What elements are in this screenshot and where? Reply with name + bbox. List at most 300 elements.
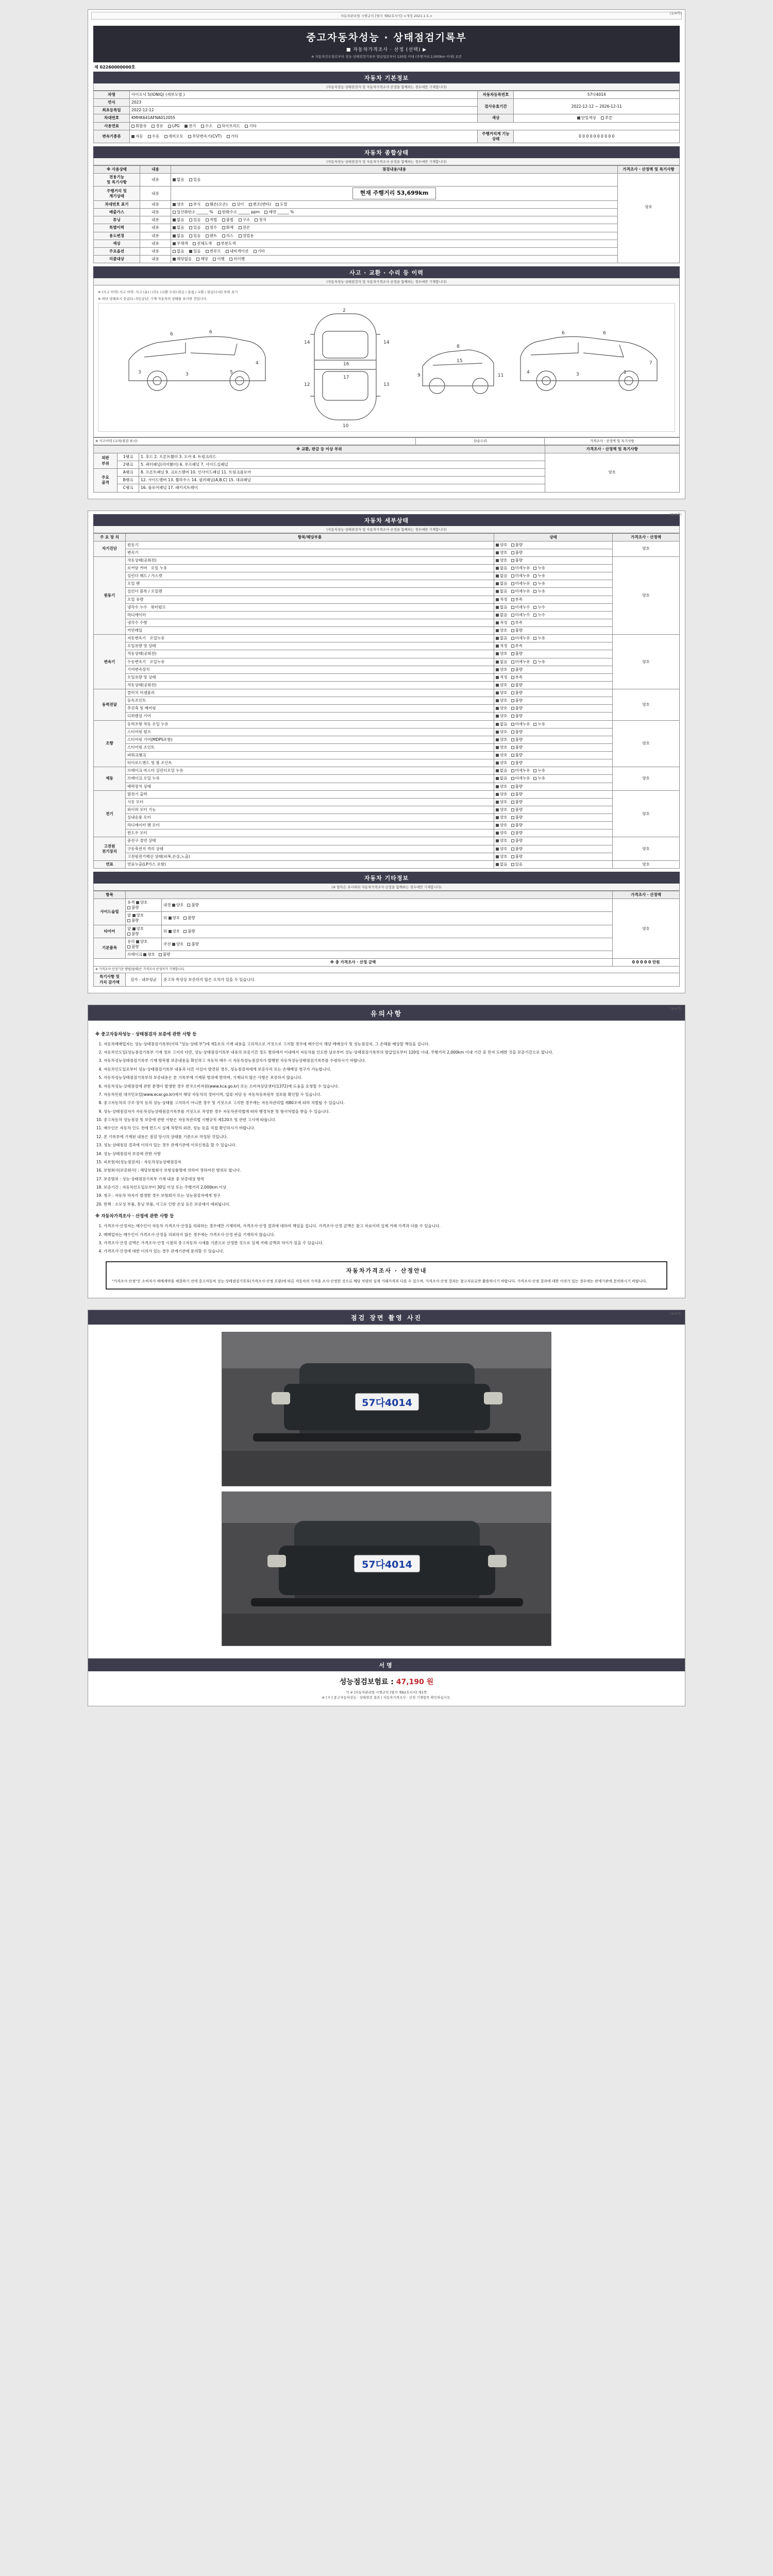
opt-good[interactable]: 양호: [496, 683, 508, 688]
opt-bad[interactable]: 불량: [511, 730, 523, 735]
etc-group-sideslip: 사이드슬립: [94, 899, 126, 925]
opt-vin-damaged[interactable]: 훼손(오손): [206, 202, 228, 207]
opt-bad[interactable]: 불량: [127, 905, 139, 910]
label-model: 차명: [94, 91, 130, 99]
fuel-option-lpg[interactable]: LPG: [168, 124, 180, 129]
opt-smoke[interactable]: 매연 ______ %: [264, 210, 294, 215]
opt-color-original[interactable]: 무채색: [173, 241, 188, 246]
svg-text:16: 16: [343, 362, 349, 367]
row-value-special: [171, 224, 618, 232]
state-window-motor: [494, 829, 613, 837]
opt-good[interactable]: 양호: [496, 667, 508, 672]
opt-good[interactable]: 양호: [496, 550, 508, 555]
opt-good[interactable]: 양호: [496, 800, 508, 805]
opt-good[interactable]: 양호: [169, 916, 180, 921]
opt-good[interactable]: 양호: [172, 903, 184, 908]
opt-special-total-loss[interactable]: 전손: [239, 225, 250, 230]
opt-none[interactable]: 없음: [496, 566, 508, 571]
value-inspection-period: 2022-12-12 ~ 2026-12-11: [514, 99, 680, 114]
opt-good[interactable]: 양호: [496, 628, 508, 633]
item-clutch: 클러치 어셈블리: [126, 689, 494, 697]
opt-bad[interactable]: 불량: [511, 854, 523, 859]
opt-special-none[interactable]: 없음: [173, 225, 184, 230]
opt-good[interactable]: 양호: [496, 854, 508, 859]
opt-none[interactable]: 없음: [173, 177, 184, 182]
etc-item-play: 유격 양호불량: [126, 899, 162, 912]
fuel-option-etc[interactable]: 기타: [245, 124, 257, 129]
row-label-emission: 배출가스: [94, 209, 140, 216]
opt-good[interactable]: 양호: [496, 714, 508, 719]
list-item: 11. 매수인은 자동차 인도 전에 반드시 실제 차량의 외관, 성능 등을 직접 확인하시기 바랍니다.: [104, 1125, 678, 1131]
opt-bad[interactable]: 불량: [511, 823, 523, 828]
table-row: [94, 713, 680, 720]
opt-good[interactable]: 양호: [496, 690, 508, 696]
opt-low[interactable]: 부족: [511, 620, 523, 625]
fuel-option-diesel[interactable]: 경유: [152, 124, 163, 129]
table-row: [94, 201, 680, 209]
opt-bad[interactable]: 불량: [511, 784, 523, 789]
valuation-etc: 양호: [613, 899, 680, 959]
opt-low[interactable]: 부족: [511, 643, 523, 649]
opt-yes[interactable]: 있음: [511, 862, 523, 867]
opt-good[interactable]: 양호: [496, 760, 508, 766]
svg-text:6: 6: [562, 331, 565, 336]
opt-proper[interactable]: 적정: [496, 597, 508, 602]
table-row: [94, 938, 680, 951]
opt-none[interactable]: 없음: [496, 862, 508, 867]
col-etc-valuation: 가격조사 · 산정액: [613, 891, 680, 899]
table-row: [94, 925, 680, 938]
row-label-accident-history: 전용기능 및 특기사항: [94, 174, 140, 187]
opt-recall-done[interactable]: 이행: [213, 257, 225, 262]
opt-proper[interactable]: 적정: [496, 643, 508, 649]
item-power-steering-leak: 동력조향 작동 오일 누유: [126, 720, 494, 728]
section-detail-subtitle: (자동차성능·상태점검자 및 자동차가격조사·산정을 함께하는 경우에만 기재합니다): [93, 526, 680, 533]
item-window-motor: 윈도우 모터: [126, 829, 494, 837]
opt-special-yes[interactable]: 있음: [189, 225, 201, 230]
opt-special-fire[interactable]: 화재: [222, 225, 234, 230]
opt-leak[interactable]: 누유: [533, 573, 545, 579]
opt-good[interactable]: 양호: [496, 838, 508, 843]
opt-good[interactable]: 양호: [496, 753, 508, 758]
valuation-electric: 양호: [613, 790, 680, 837]
list-item: 5. 자동차성능상태점검기록부의 보증내용은 본 기록부에 기재된 범위에 한하며, 기재되지 않은 사항은 보증하지 않습니다.: [104, 1075, 678, 1081]
trans-option-semiauto[interactable]: 세미오토: [164, 134, 183, 139]
opt-slight-leak[interactable]: 미세누유: [511, 659, 530, 665]
opt-vin-different[interactable]: 상이: [232, 202, 244, 207]
opt-options-navigation[interactable]: 내비게이션: [226, 249, 248, 254]
opt-options-sunroof[interactable]: 썬루프: [206, 249, 221, 254]
svg-text:15: 15: [457, 359, 463, 364]
opt-bad[interactable]: 불량: [511, 706, 523, 711]
item-at-idle: 작동상태(공회전): [126, 650, 494, 658]
section-basic-title: 자동차 기본정보: [93, 72, 680, 83]
opt-slight-leak[interactable]: 미세누유: [511, 573, 530, 579]
table-row: [94, 951, 680, 959]
fuel-option-electric[interactable]: 전기: [184, 124, 196, 129]
mileage-value: 현재 주행거리 53,699km: [352, 188, 436, 199]
notice-list-2: [95, 1223, 678, 1255]
row-label-recall: 리콜대상: [94, 255, 140, 263]
etc-group-basic-items: 기본품목: [94, 938, 126, 958]
opt-usage-lease[interactable]: 리스: [222, 233, 234, 239]
label-vin: 차대번호: [94, 114, 130, 122]
opt-good[interactable]: 양호: [496, 823, 508, 828]
svg-text:6: 6: [603, 331, 606, 336]
table-row: [94, 912, 680, 925]
opt-tuning-device[interactable]: 장치: [255, 217, 266, 223]
opt-options-etc[interactable]: 기타: [254, 249, 265, 254]
state-starter: [494, 798, 613, 806]
item-water-pump: 냉각수 누수 워터펌프: [126, 603, 494, 611]
sheet-4: [88, 1310, 685, 1706]
opt-leak[interactable]: 누유: [533, 776, 545, 781]
opt-low[interactable]: 부족: [511, 597, 523, 602]
opt-none[interactable]: 없음: [496, 722, 508, 727]
list-item: 8. 중고자동차의 구조·장치 등의 성능·상태를 고지하지 아니한 경우 및 거짓으로 고지한 경우에는 자동차관리법 제80조에 따라 처벌될 수 있습니다.: [104, 1100, 678, 1106]
opt-bad[interactable]: 불량: [511, 815, 523, 820]
opt-bad[interactable]: 불량: [187, 942, 199, 947]
opt-good[interactable]: 양호: [136, 939, 148, 944]
svg-text:3: 3: [138, 370, 141, 376]
table-row: [94, 673, 680, 681]
opt-good[interactable]: 양호: [496, 543, 508, 548]
opt-bad[interactable]: 불량: [511, 846, 523, 852]
opt-bad[interactable]: 불량: [511, 698, 523, 703]
svg-text:1: 1: [624, 370, 627, 376]
opt-none[interactable]: 없음: [496, 589, 508, 594]
item-at-leak: 자동변속기 오일누유: [126, 635, 494, 642]
item-fuel-leak: 연료누출(LP가스 포함): [126, 860, 494, 868]
opt-bad[interactable]: 불량: [511, 690, 523, 696]
parts-title: ※ 교환, 판금 등 이상 부위: [94, 445, 545, 453]
value-vin: KMHK641AFNA012055: [130, 114, 478, 122]
opt-vin-good[interactable]: 양호: [173, 202, 184, 207]
opt-slight-leak[interactable]: 미세누유: [511, 589, 530, 594]
value-first-registration: 2022-12-12: [130, 107, 478, 114]
opt-good[interactable]: 양호: [496, 807, 508, 812]
opt-bad[interactable]: 불량: [127, 931, 139, 937]
opt-proper[interactable]: 적정: [496, 620, 508, 625]
opt-bad[interactable]: 불량: [511, 628, 523, 633]
opt-bad[interactable]: 불량: [511, 800, 523, 805]
opt-usage-rent[interactable]: 렌트: [206, 233, 217, 239]
table-row: [94, 438, 680, 445]
list-item: 6. 자동차성능·상태점검에 관한 분쟁이 발생한 경우 한국소비자원(www.kca.go.kr) 또는 소비자상담센터(1372)에 도움을 요청할 수 있습니다.: [104, 1083, 678, 1090]
row-sub-vin: 내용: [140, 201, 171, 209]
color-option-two-tone[interactable]: 투톤: [601, 115, 613, 121]
table-row: [94, 973, 680, 986]
color-option-single[interactable]: 단일색상: [577, 115, 596, 121]
label-year: 연식: [94, 99, 130, 107]
parts-rank-table: [93, 445, 680, 493]
table-row: [94, 697, 680, 705]
opt-bad[interactable]: 불량: [127, 944, 139, 950]
item-radiator-fan: 라디에이터 팬 모터: [126, 822, 494, 829]
state-coolant-level: [494, 619, 613, 626]
item-oil-level: 오일 유량: [126, 596, 494, 603]
notice-heading-1: ※ 중고자동차성능 · 상태점검자 보증에 관한 사항 등: [95, 1031, 197, 1037]
table-row: [94, 596, 680, 603]
opt-good[interactable]: 양호: [496, 706, 508, 711]
opt-bad[interactable]: 불량: [511, 760, 523, 766]
opt-yes[interactable]: 있음: [189, 177, 201, 182]
opt-good[interactable]: 양호: [496, 730, 508, 735]
opt-usage-none[interactable]: 없음: [173, 233, 184, 239]
col-state: 상태: [494, 533, 613, 541]
section-basic-subtitle: (자동차성능·상태점검자 및 자동차가격조사·산정을 함께하는 경우에만 기재합니다): [93, 83, 680, 91]
opt-usage-yes[interactable]: 있음: [189, 233, 201, 239]
opt-leak[interactable]: 누유: [533, 581, 545, 586]
state-alternator: [494, 790, 613, 798]
opt-good[interactable]: 양호: [496, 831, 508, 836]
opt-recall-na[interactable]: 해당없음: [173, 257, 192, 262]
opt-tuning-legal[interactable]: 적법: [206, 217, 217, 223]
opt-vin-altered[interactable]: 변조(변타): [249, 202, 271, 207]
table-row: [94, 767, 680, 775]
col-major-device: 주 요 장 치: [94, 533, 126, 541]
col-item: 항목/해당부품: [126, 533, 494, 541]
etc-item-inner: 내경 양호 불량: [162, 899, 613, 912]
col-valuation: 가격조사 · 산정액 및 특기사항: [618, 165, 680, 173]
valuation-fuel: 양호: [613, 860, 680, 868]
table-row: [94, 565, 680, 572]
etc-cushion: 쿠션 양호 불량: [162, 938, 613, 951]
opt-slight-leak[interactable]: 미세누유: [511, 768, 530, 773]
opt-leak[interactable]: 누수: [533, 613, 545, 618]
etc-tire-rear: 뒤 양호 불량: [162, 925, 613, 938]
table-header-row: [94, 165, 680, 173]
opt-bad[interactable]: 불량: [511, 714, 523, 719]
item-hv-wiring: 고전원전기배선 상태(피복,손상,노출): [126, 853, 494, 860]
document-subnote: ※ 자동차인도일로부터 성능·상태점검기록부 발급일로부터 120일 이내 (주행거리 2,000km 이내) 보증: [311, 55, 462, 59]
opt-bad[interactable]: 불량: [511, 683, 523, 688]
opt-tuning-illegal[interactable]: 불법: [222, 217, 234, 223]
state-gear-shift: [494, 666, 613, 673]
opt-good[interactable]: 양호: [496, 698, 508, 703]
list-item: 14. 성능·상태점검자 보증에 관한 사항: [104, 1151, 678, 1157]
section-accident-title: 사고 · 교환 · 수리 등 이력: [93, 266, 680, 278]
opt-good[interactable]: 양호: [169, 929, 180, 934]
table-row: [94, 783, 680, 790]
opt-good[interactable]: 양호: [496, 651, 508, 656]
opt-options-yes[interactable]: 있음: [189, 249, 201, 254]
table-row: [94, 635, 680, 642]
list-item: 2. 자동차인도일(성능점검기록부 기재 정보 고지의 다만, 성능·상태점검기록부 내용의 보증기간 정도 범위에서 이내에서 자동차를 인도한 날로부터 성능·상태점검기록부의 발급일로부터 120일 이내, 주행거리 2,000km 이내 기간 중 먼저 도래한 것을 보증기간으로 합니다.: [104, 1049, 678, 1056]
opt-bad[interactable]: 불량: [511, 558, 523, 563]
opt-color-full-repaint[interactable]: 전체도색: [193, 241, 212, 246]
opt-leak[interactable]: 누수: [533, 605, 545, 610]
accident-diagram-panel: [93, 285, 680, 437]
sheet-2: [88, 511, 685, 993]
opt-recall-yes[interactable]: 해당: [196, 257, 208, 262]
table-row: [94, 720, 680, 728]
trans-option-etc[interactable]: 기타: [227, 134, 239, 139]
photo-2-graphic: [222, 1492, 551, 1646]
opt-co[interactable]: 일산화탄소 ______ %: [173, 210, 213, 215]
opt-bad[interactable]: 불량: [511, 831, 523, 836]
opt-bad[interactable]: 불량: [511, 753, 523, 758]
state-at-oil-level: [494, 642, 613, 650]
group-electric: 전기: [94, 790, 126, 837]
opt-bad[interactable]: 불량: [511, 550, 523, 555]
list-item: 10. 중고자동차 성능점검 및 보증에 관한 사항은 자동차관리법 시행규칙 제120조 및 관련 고시에 따릅니다.: [104, 1117, 678, 1123]
valuation-column: [618, 174, 680, 263]
opt-usage-business[interactable]: 영업용: [239, 233, 254, 239]
row-value-recall: [171, 255, 618, 263]
state-mt-leak: [494, 658, 613, 666]
fuel-option-hybrid[interactable]: 하이브리드: [217, 124, 240, 129]
opt-hc[interactable]: 탄화수소 ______ ppm: [218, 210, 260, 215]
opt-color-partial-repaint[interactable]: 부분도색: [217, 241, 236, 246]
opt-bad[interactable]: 불량: [511, 807, 523, 812]
opt-vin-erased[interactable]: 도말: [276, 202, 288, 207]
opt-bad[interactable]: 불량: [127, 918, 139, 923]
state-steering-pump: [494, 728, 613, 736]
trans-option-auto[interactable]: 자동: [131, 134, 143, 139]
parts-valuation-value: 양호: [545, 453, 680, 492]
opt-slight-leak[interactable]: 미세누유: [511, 722, 530, 727]
item-cv-joint: 등속조인트: [126, 697, 494, 705]
page-indicator-2: (2/4쪽): [669, 512, 682, 517]
accident-legend-table: [93, 437, 680, 445]
opt-leak[interactable]: 누유: [533, 768, 545, 773]
opt-none[interactable]: 없음: [496, 659, 508, 665]
list-item: 7. 자동차민원 대국민포털(www.ecar.go.kr)에서 해당 자동차의 정비이력, 압류·저당 등 자동차등록원부 정보를 확인할 수 있습니다.: [104, 1092, 678, 1098]
opt-leak[interactable]: 누유: [533, 636, 545, 641]
row-sub-options: 내용: [140, 247, 171, 255]
opt-none[interactable]: 없음: [496, 605, 508, 610]
table-row: [94, 705, 680, 713]
opt-bad[interactable]: 불량: [511, 667, 523, 672]
opt-low[interactable]: 부족: [511, 675, 523, 680]
opt-good[interactable]: 양호: [496, 737, 508, 742]
opt-bad[interactable]: 불량: [187, 903, 199, 908]
opt-tuning-structure[interactable]: 구조: [239, 217, 250, 223]
value-transmission: [130, 130, 478, 143]
section-overall-subtitle: (자동차성능·상태점검자 및 자동차가격조사·산정을 함께하는 경우에만 기재합니다): [93, 158, 680, 165]
item-mt-leak: 수동변속기 오일누유: [126, 658, 494, 666]
item-radiator: 라디에이터: [126, 611, 494, 619]
opt-slight-leak[interactable]: 미세누유: [511, 566, 530, 571]
rank-items-b: 12. 사이드멤버 13. 휠하우스 14. 필러패널(A,B,C) 15. 대쉬패널: [139, 477, 545, 484]
row-sub-emission: 내용: [140, 209, 171, 216]
opt-options-none[interactable]: 없음: [173, 249, 184, 254]
list-item: 19. 청구 : 자동차 하자가 발생한 경우 보험회사 또는 성능점검자에게 청구: [104, 1193, 678, 1199]
opt-good[interactable]: 양호: [496, 792, 508, 797]
opt-slight-leak[interactable]: 미세누수: [511, 613, 530, 618]
table-row: [94, 541, 680, 549]
table-row: [94, 806, 680, 814]
opt-good[interactable]: 양호: [132, 913, 144, 918]
opt-recall-not-done[interactable]: 미이행: [229, 257, 245, 262]
table-row: [94, 681, 680, 689]
opt-vin-corroded[interactable]: 부식: [189, 202, 201, 207]
list-item: 1. 가격조사·산정자는 매수인이 자동차 가격조사·산정을 의뢰하는 경우에만 기재하며, 가격조사·산정 결과에 대하여 책임을 집니다. 가격조사·산정 금액은 참고 자료이며 실제 거래 가격과 다를 수 있습니다.: [104, 1223, 678, 1229]
list-item: 9. 성능·상태점검자가 자동차성능상태점검기록부를 거짓으로 작성한 경우 자동차관리법에 따라 행정처분 및 형사처벌을 받을 수 있습니다.: [104, 1109, 678, 1115]
opt-none[interactable]: 없음: [496, 613, 508, 618]
opt-special-flood[interactable]: 침수: [206, 225, 217, 230]
fee-label: 성능점검보험료 :: [339, 1678, 394, 1687]
state-wiper-motor: [494, 806, 613, 814]
opt-bad[interactable]: 불량: [511, 792, 523, 797]
opt-none[interactable]: 없음: [496, 636, 508, 641]
opt-none[interactable]: 없음: [496, 768, 508, 773]
table-row: [94, 122, 680, 130]
fuel-option-gasoline[interactable]: 휘발유: [131, 124, 147, 129]
opt-bad[interactable]: 불량: [511, 651, 523, 656]
car-diagram-canvas: [98, 303, 675, 432]
item-wiper-motor: 와이퍼 모터 기능: [126, 806, 494, 814]
opt-proper[interactable]: 적정: [496, 675, 508, 680]
opt-good[interactable]: 양호: [132, 926, 144, 931]
item-steering-joint: 스티어링 조인트: [126, 743, 494, 751]
opt-bad[interactable]: 불량: [159, 952, 171, 957]
opt-good[interactable]: 양호: [496, 846, 508, 852]
opt-bad[interactable]: 불량: [183, 929, 195, 934]
trans-option-cvt[interactable]: 무단변속기(CVT): [188, 134, 222, 139]
opt-slight-leak[interactable]: 미세누유: [511, 581, 530, 586]
item-propeller-shaft: 추진축 및 베어링: [126, 705, 494, 713]
group-high-voltage: 고전원 전기장치: [94, 837, 126, 860]
state-power-steering-leak: [494, 720, 613, 728]
opt-good[interactable]: 양호: [496, 784, 508, 789]
group-powertrain: 동력전달: [94, 689, 126, 721]
state-brake-oil-leak: [494, 775, 613, 783]
opt-bad[interactable]: 불량: [511, 737, 523, 742]
opt-leak[interactable]: 누유: [533, 566, 545, 571]
row-value-vin-mark: [171, 201, 618, 209]
opt-tuning-yes[interactable]: 있음: [189, 217, 201, 223]
opt-good[interactable]: 양호: [143, 952, 155, 957]
opt-good[interactable]: 양호: [136, 900, 148, 905]
opt-none[interactable]: 없음: [496, 776, 508, 781]
table-row: [94, 174, 680, 187]
opt-bad[interactable]: 불량: [183, 916, 195, 921]
state-blower-motor: [494, 814, 613, 822]
document-title-band: [93, 26, 680, 62]
trans-option-manual[interactable]: 수동: [148, 134, 160, 139]
fee-value: 47,190 원: [396, 1678, 434, 1687]
opt-good[interactable]: 양호: [496, 745, 508, 750]
opt-tuning-none[interactable]: 없음: [173, 217, 184, 223]
opt-slight-leak[interactable]: 미세누수: [511, 605, 530, 610]
opt-bad[interactable]: 불량: [511, 745, 523, 750]
opt-slight-leak[interactable]: 미세누유: [511, 636, 530, 641]
photo-1-graphic: [222, 1332, 551, 1486]
opt-bad[interactable]: 불량: [511, 838, 523, 843]
label-first-registration: 최초등록일: [94, 107, 130, 114]
table-row: [94, 240, 680, 247]
opt-none[interactable]: 없음: [496, 573, 508, 579]
list-item: 20. 면책 : 소모성 부품, 튜닝 부품, 사고로 인한 손상 등은 보증에서 제외됩니다.: [104, 1201, 678, 1208]
diagram-note-2: ※ 하단 상태표시 등급(1~5등급)은 기재 자동차의 상태를 표시한 것입니다.: [98, 297, 208, 301]
fuel-option-hydrogen[interactable]: 수소: [201, 124, 213, 129]
item-alternator: 발전기 출력: [126, 790, 494, 798]
opt-leak[interactable]: 누유: [533, 722, 545, 727]
section-accident-subtitle: (자동차성능·상태점검자 및 자동차가격조사·산정을 함께하는 경우에만 기재합니다): [93, 278, 680, 285]
opt-bad[interactable]: 불량: [511, 543, 523, 548]
opt-good[interactable]: 양호: [172, 942, 184, 947]
opt-slight-leak[interactable]: 미세누유: [511, 776, 530, 781]
table-row: [94, 853, 680, 860]
opt-leak[interactable]: 누유: [533, 589, 545, 594]
valuation-self-diagnosis: 양호: [613, 541, 680, 556]
opt-good[interactable]: 양호: [496, 815, 508, 820]
opt-leak[interactable]: 누유: [533, 659, 545, 665]
opt-good[interactable]: 양호: [496, 558, 508, 563]
opt-none[interactable]: 없음: [496, 581, 508, 586]
